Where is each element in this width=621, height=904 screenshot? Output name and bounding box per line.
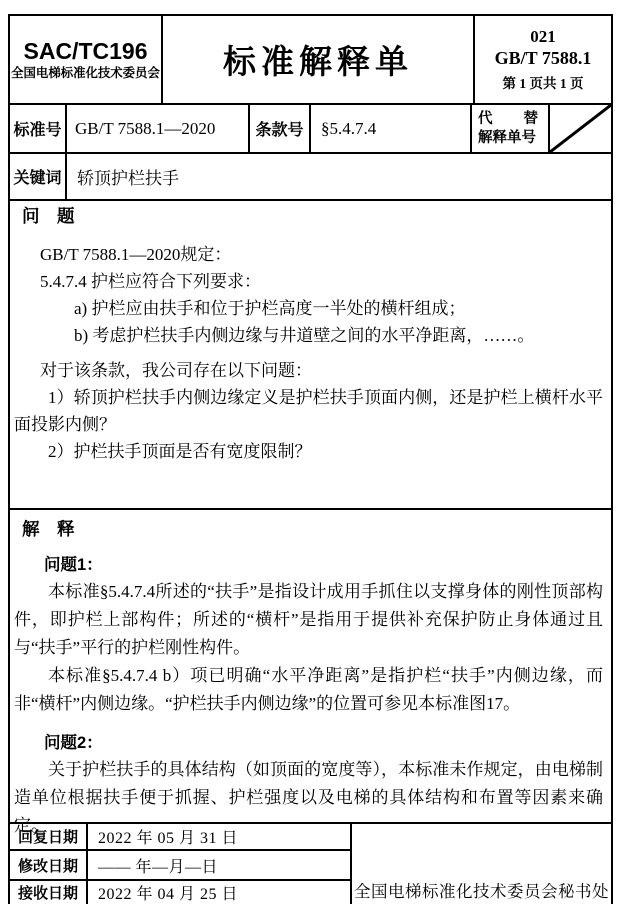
standard-row	[10, 105, 611, 154]
date-table	[10, 824, 352, 904]
reply-date-label: 回复日期	[10, 824, 88, 849]
question-intro: GB/T 7588.1—2020规定：	[40, 245, 232, 264]
question-2: 2）护栏扶手顶面是否有宽度限制？	[48, 442, 312, 461]
question-section	[10, 201, 611, 510]
interpretation-q1-label: 问题1：	[44, 556, 103, 574]
clause-number-value: §5.4.7.4	[311, 105, 472, 152]
question-item-b: b) 考虑护栏扶手内侧边缘与井道壁之间的水平净距离，……。	[74, 326, 535, 345]
revision-date-value: —— 年—月—日	[98, 858, 219, 876]
secretariat-name: 全国电梯标准化技术委员会秘书处	[354, 882, 609, 901]
clause-number-label: 条款号	[250, 105, 311, 152]
doc-info-cell	[475, 16, 611, 103]
diagonal-slash-icon	[550, 105, 611, 152]
question-heading: 问 题	[22, 206, 75, 226]
interpretation-q2-label: 问题2：	[44, 734, 103, 752]
replaced-sheet-empty-cell	[550, 105, 611, 152]
interpretation-heading: 解 释	[22, 519, 75, 539]
replaced-sheet-label	[478, 110, 538, 148]
page-indicator: 第 1 页共 1 页	[502, 75, 584, 91]
question-body	[14, 241, 605, 465]
revision-date-label: 修改日期	[10, 851, 88, 879]
receive-date-value: 2022 年 04 月 25 日	[98, 886, 239, 903]
replaced-sheet-label-line2: 解释单号	[478, 129, 536, 146]
secretariat-cell	[352, 824, 611, 904]
form-header-row	[10, 16, 611, 105]
keyword-value: 轿顶护栏扶手	[77, 169, 179, 188]
standard-number-value: GB/T 7588.1—2020	[67, 105, 250, 152]
reply-date-value: 2022 年 05 月 31 日	[98, 830, 239, 848]
table-row	[10, 851, 350, 881]
organization-cell	[10, 16, 163, 103]
interpretation-form	[8, 14, 613, 904]
interpretation-paragraph-1: 本标准§5.4.7.4所述的“扶手”是指设计成用手抓住以支撑身体的刚性顶部构件，即护栏上部构件；所述的“横杆”是指用于提供补充保护防止身体通过且与“扶手”平行的护栏刚性构件。	[14, 582, 603, 657]
question-item-a: a) 护栏应由扶手和位于护栏高度一半处的横杆组成；	[74, 299, 466, 318]
organization-code: SAC/TC196	[23, 37, 148, 64]
title-cell	[163, 16, 475, 103]
doc-standard-number: GB/T 7588.1	[494, 47, 592, 68]
table-row	[10, 824, 350, 851]
question-1: 1）轿顶护栏扶手内侧边缘定义是护栏扶手顶面内侧，还是护栏上横杆水平面投影内侧？	[14, 388, 603, 434]
organization-name: 全国电梯标准化技术委员会	[11, 65, 160, 80]
keyword-label: 关键词	[10, 154, 67, 199]
table-row	[10, 881, 350, 904]
replaced-sheet-label-cell	[472, 105, 550, 152]
interpretation-paragraph-3: 关于护栏扶手的具体结构（如顶面的宽度等），本标准未作规定，由电梯制造单位根据扶手便于抓握、护栏强度以及电梯的具体结构和布置等因素来确定。	[14, 760, 603, 835]
receive-date-label: 接收日期	[10, 881, 88, 904]
page-title: 标准解释单	[223, 43, 413, 80]
interpretation-section	[10, 510, 611, 835]
keyword-row	[10, 154, 611, 201]
footer-row	[10, 824, 611, 904]
question-clause: 5.4.7.4 护栏应符合下列要求：	[40, 272, 261, 291]
replaced-sheet-label-line1: 代 替	[478, 110, 538, 127]
interpretation-paragraph-2: 本标准§5.4.7.4 b）项已明确“水平净距离”是指护栏“扶手”内侧边缘，而非“横杆”内侧边缘。“护栏扶手内侧边缘”的位置可参见本标准图17。	[14, 666, 603, 713]
standard-number-label: 标准号	[10, 105, 67, 152]
doc-number: 021	[530, 26, 556, 46]
question-lead: 对于该条款，我公司存在以下问题：	[40, 361, 312, 380]
